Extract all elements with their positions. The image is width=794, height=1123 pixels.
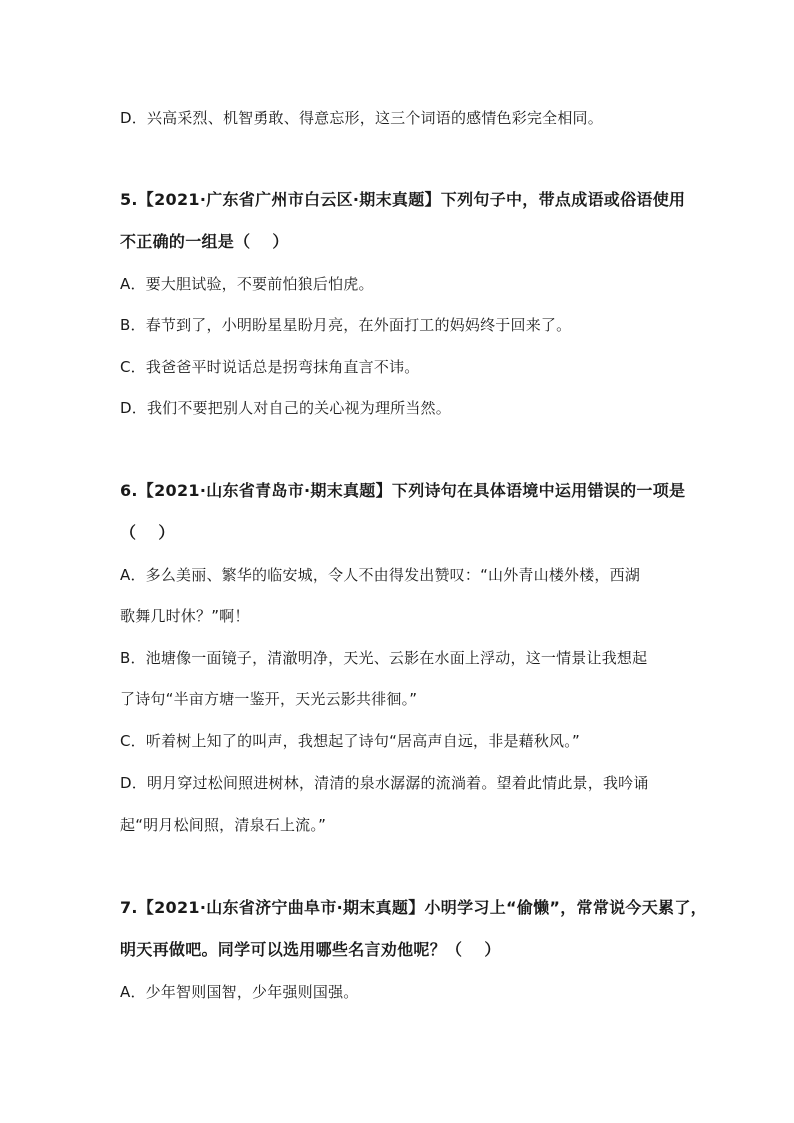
q6-option-a-line1: A．多么美丽、繁华的临安城，令人不由得发出赞叹：“山外青山楼外楼，西湖 (120, 566, 641, 584)
q6-option-b-line1: B．池塘像一面镜子，清澈明净，天光、云影在水面上浮动，这一情景让我想起 (120, 649, 648, 667)
q7-stem-line1: 7.【2021·山东省济宁曲阜市·期末真题】小明学习上“偷懒”，常常说今天累了， (120, 898, 707, 917)
q7-stem-line2 (120, 940, 501, 960)
q6-stem-paren-close: ） (158, 523, 175, 542)
q6-stem-paren-open: （ (120, 523, 137, 542)
q5-stem-paren-close: ） (272, 232, 289, 251)
q5-option-c: C．我爸爸平时说话总是拐弯抹角直言不讳。 (120, 358, 420, 376)
q5-stem-line2 (120, 232, 289, 252)
q6-stem-line1: 6.【2021·山东省青岛市·期末真题】下列诗句在具体语境中运用错误的一项是 (120, 481, 686, 500)
q5-option-d: D．我们不要把别人对自己的关心视为理所当然。 (120, 399, 451, 417)
q7-option-a: A．少年智则国智，少年强则国强。 (120, 983, 359, 1001)
q5-option-a: A．要大胆试验，不要前怕狼后怕虎。 (120, 275, 374, 293)
q6-option-d-line1: D．明月穿过松间照进树林，清清的泉水潺潺的流淌着。望着此情此景，我吟诵 (120, 774, 649, 792)
q6-option-c: C．听着树上知了的叫声，我想起了诗句“居高声自远，非是藉秋风。” (120, 732, 580, 750)
q5-stem-line1: 5.【2021·广东省广州市白云区·期末真题】下列句子中，带点成语或俗语使用 (120, 190, 686, 209)
q4-option-d: D．兴高采烈、机智勇敢、得意忘形，这三个词语的感情色彩完全相同。 (120, 109, 603, 127)
q7-stem-text: 明天再做吧。同学可以选用哪些名言劝他呢？（ (120, 940, 463, 959)
q6-stem-line2 (120, 523, 175, 543)
q6-option-a-line2: 歌舞几时休？”啊！ (120, 607, 250, 625)
q6-option-b-line2: 了诗句“半亩方塘一鉴开，天光云影共徘徊。” (120, 690, 418, 708)
q7-stem-paren-close: ） (484, 940, 501, 959)
q5-stem-text: 不正确的一组是（ (120, 232, 251, 251)
q5-option-b: B．春节到了，小明盼星星盼月亮，在外面打工的妈妈终于回来了。 (120, 316, 572, 334)
q6-option-d-line2: 起“明月松间照，清泉石上流。” (120, 816, 327, 834)
